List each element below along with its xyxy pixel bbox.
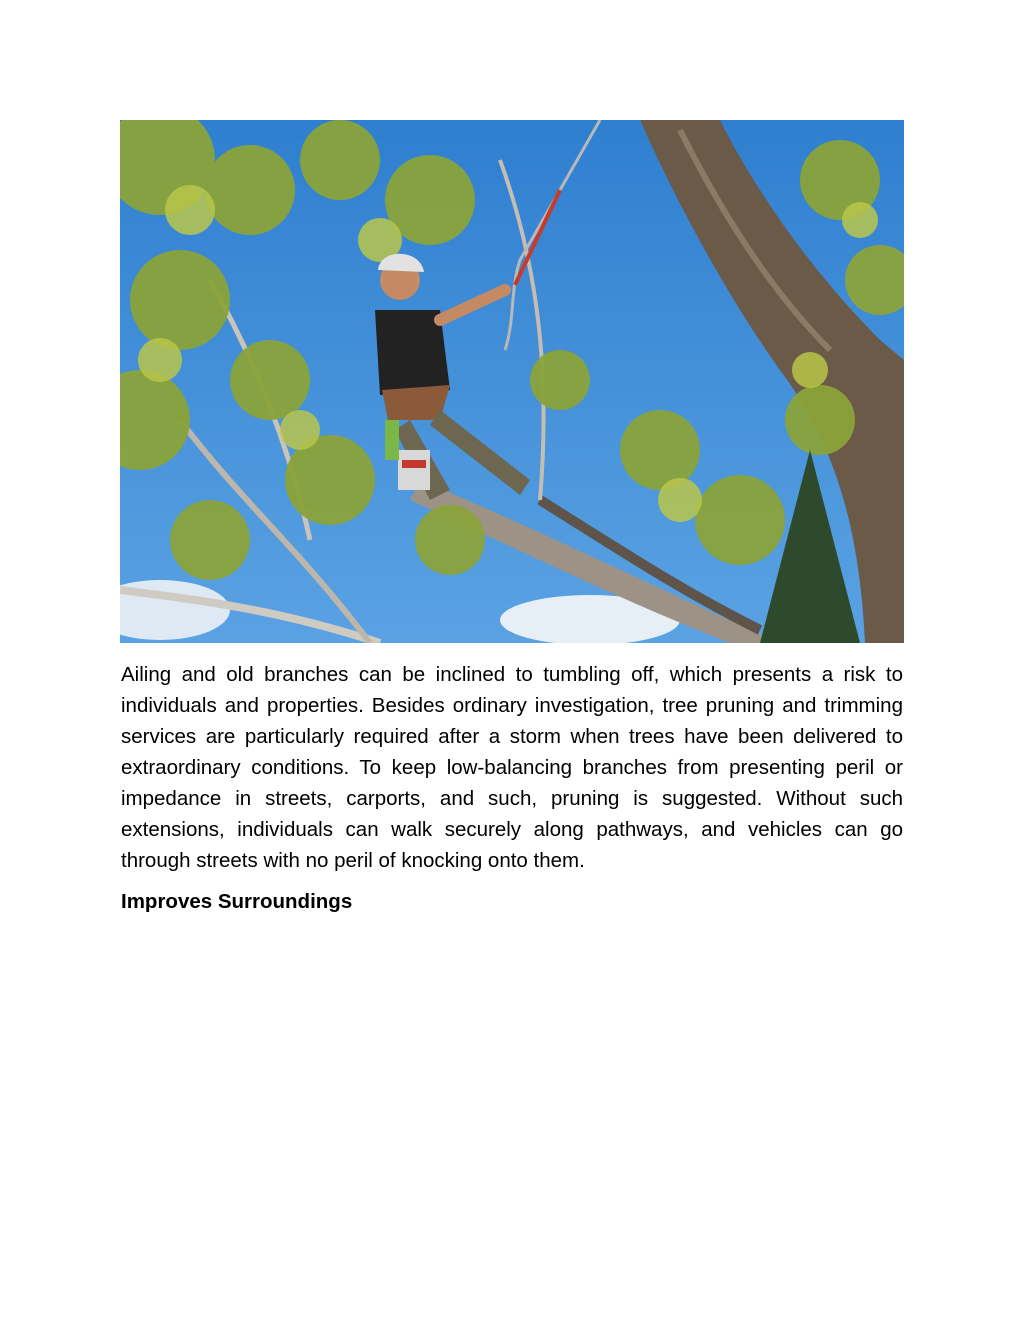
arborist-photo <box>120 120 904 643</box>
body-paragraph: Ailing and old branches can be inclined to tumbling off, which presents a risk to individuals and properties. Besides ordinary investigation, tree pruning and trimming services are particularly required after a storm when trees have been delivered to extraordinary conditions. To keep low-balancing branches from presenting peril or impedance in streets, carports, and such, pruning is suggested. Without such extensions, individuals can walk securely along pathways, and vehicles can go through streets with no peril of knocking onto them. <box>121 663 903 872</box>
section-heading: Improves Surroundings <box>121 890 353 913</box>
